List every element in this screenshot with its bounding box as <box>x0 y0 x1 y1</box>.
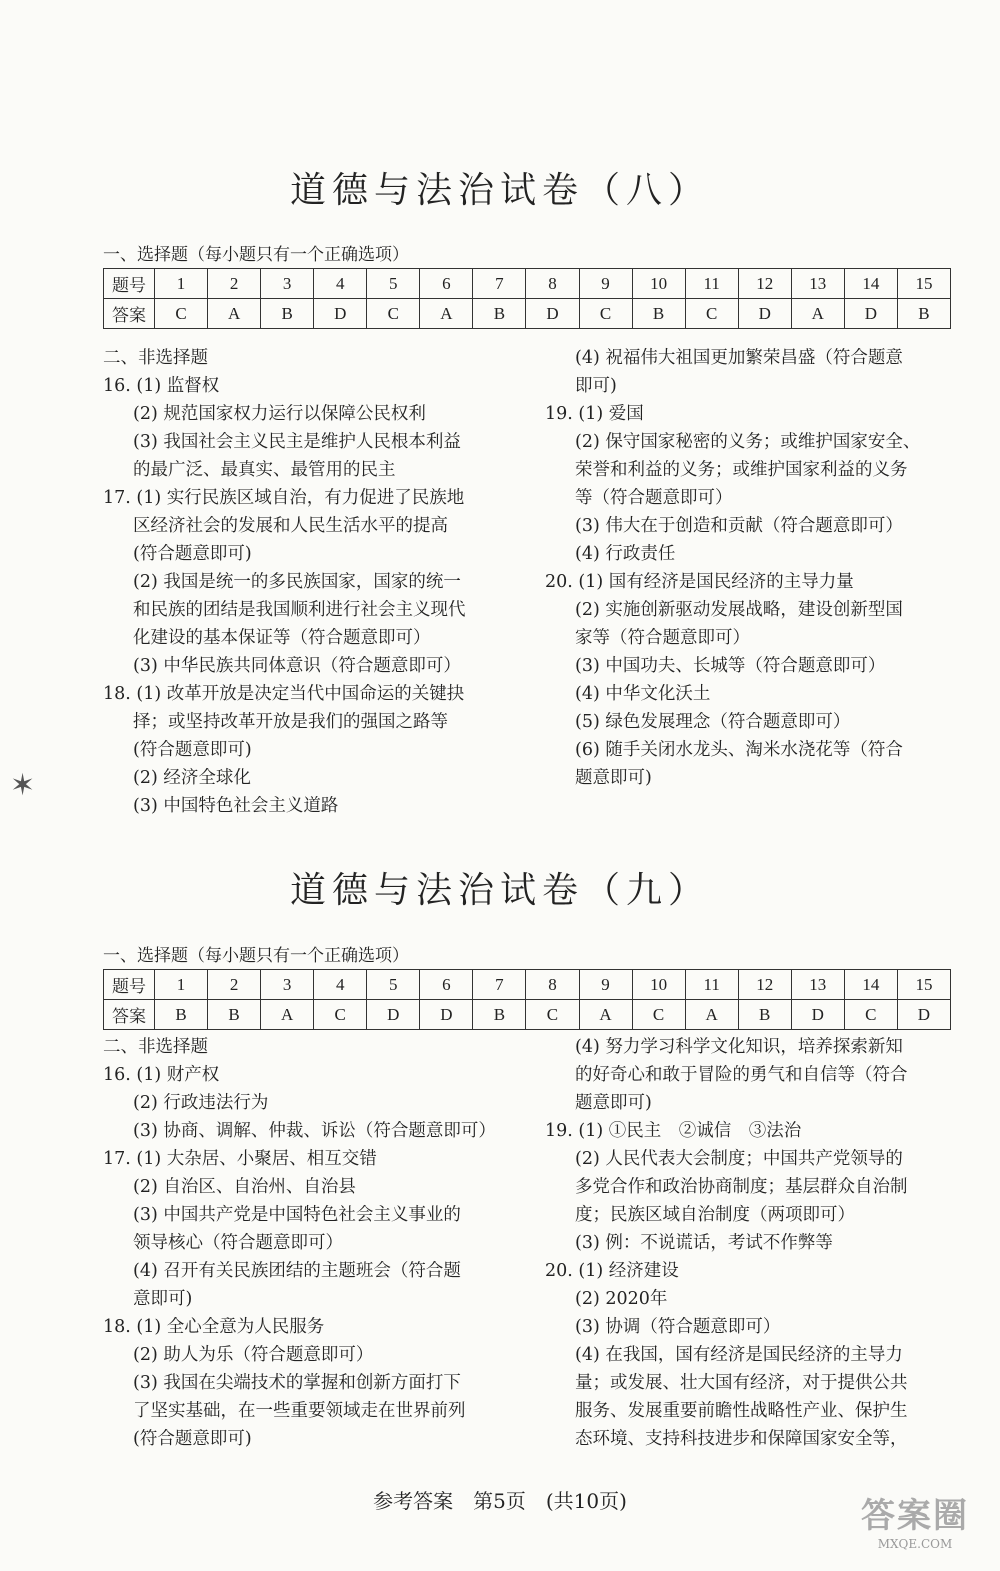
answer-cell: B <box>632 299 685 329</box>
number-cell: 9 <box>579 970 632 1000</box>
exam8-answer-row <box>104 299 951 329</box>
answer-line: 家等（符合题意即可） <box>575 628 750 648</box>
number-cell: 3 <box>261 970 314 1000</box>
exam8-answer-table <box>103 268 951 329</box>
number-cell: 9 <box>579 269 632 299</box>
exam9-number-row <box>104 970 951 1000</box>
answer-line: 区经济社会的发展和人民生活水平的提高 <box>133 516 448 536</box>
answer-cell: B <box>208 1000 261 1030</box>
exam8-number-row <box>104 269 951 299</box>
answer-line: 化建设的基本保证等（符合题意即可） <box>133 628 431 648</box>
answer-line: 20. (1) 国有经济是国民经济的主导力量 <box>545 572 854 592</box>
number-cell: 3 <box>261 269 314 299</box>
number-cell: 1 <box>155 970 208 1000</box>
answer-line: 态环境、支持科技进步和保障国家安全等， <box>575 1429 908 1449</box>
answer-line: (3) 中国功夫、长城等（符合题意即可） <box>575 656 886 676</box>
answer-line: 题意即可) <box>575 768 652 788</box>
answer-line: 的好奇心和敢于冒险的勇气和自信等（符合 <box>575 1065 908 1085</box>
answer-line: (6) 随手关闭水龙头、淘米水浇花等（符合 <box>575 740 903 760</box>
answer-line: (3) 协调（符合题意即可） <box>575 1317 781 1337</box>
watermark-top: 答案圈 <box>861 1496 969 1536</box>
answer-line: 了坚实基础，在一些重要领域走在世界前列 <box>133 1401 466 1421</box>
answer-cell: D <box>791 1000 844 1030</box>
number-cell: 10 <box>632 970 685 1000</box>
answer-line: 19. (1) ①民主 ②诚信 ③法治 <box>545 1121 802 1141</box>
answer-line: (3) 中国共产党是中国特色社会主义事业的 <box>133 1205 461 1225</box>
answer-cell: C <box>579 299 632 329</box>
answer-line: (符合题意即可) <box>133 544 252 564</box>
number-cell: 8 <box>526 970 579 1000</box>
exam8-title: 道德与法治试卷（八） <box>289 170 710 211</box>
answer-line: 16. (1) 财产权 <box>103 1065 220 1085</box>
answer-cell: A <box>579 1000 632 1030</box>
answer-cell: D <box>526 299 579 329</box>
answer-line: 二、非选择题 <box>103 348 208 368</box>
number-cell: 7 <box>473 269 526 299</box>
answer-line: 二、非选择题 <box>103 1037 208 1057</box>
number-cell: 12 <box>738 269 791 299</box>
answer-line: (4) 召开有关民族团结的主题班会（符合题 <box>133 1261 461 1281</box>
answer-line: 题意即可) <box>575 1093 652 1113</box>
number-cell: 11 <box>685 970 738 1000</box>
answer-line: (符合题意即可) <box>133 1429 252 1449</box>
answer-line: (3) 中华民族共同体意识（符合题意即可） <box>133 656 461 676</box>
answer-line: 即可) <box>575 376 617 396</box>
exam9-right-column <box>545 1033 955 1453</box>
answer-line: 意即可) <box>133 1289 193 1309</box>
answer-cell: D <box>314 299 367 329</box>
answer-cell: D <box>367 1000 420 1030</box>
answer-cell: D <box>897 1000 950 1030</box>
answer-line: 度；民族区域自治制度（两项即可） <box>575 1205 855 1225</box>
answer-line: (4) 努力学习科学文化知识，培养探索新知 <box>575 1037 903 1057</box>
exam8-left-column <box>103 344 513 820</box>
answer-line: 等（符合题意即可） <box>575 488 733 508</box>
answer-cell: C <box>632 1000 685 1030</box>
answer-line: (3) 协商、调解、仲裁、诉讼（符合题意即可） <box>133 1121 496 1141</box>
table-header-cell: 答案 <box>104 1000 155 1030</box>
answer-cell: D <box>420 1000 473 1030</box>
watermark-bottom: MXQE.COM <box>877 1537 953 1551</box>
number-cell: 13 <box>791 269 844 299</box>
answer-line: (4) 中华文化沃土 <box>575 684 711 704</box>
number-cell: 2 <box>208 269 261 299</box>
number-cell: 10 <box>632 269 685 299</box>
number-cell: 6 <box>420 970 473 1000</box>
answer-line: (4) 祝福伟大祖国更加繁荣昌盛（符合题意 <box>575 348 903 368</box>
answer-line: (符合题意即可) <box>133 740 252 760</box>
answer-cell: A <box>685 1000 738 1030</box>
answer-cell: D <box>844 299 897 329</box>
answer-cell: C <box>685 299 738 329</box>
answer-cell: C <box>367 299 420 329</box>
exam9-answer-table <box>103 969 951 1030</box>
answer-line: 17. (1) 大杂居、小聚居、相互交错 <box>103 1149 377 1169</box>
answer-line: 18. (1) 全心全意为人民服务 <box>103 1317 325 1337</box>
exam9-left-column <box>103 1033 513 1453</box>
number-cell: 13 <box>791 970 844 1000</box>
answer-cell: B <box>155 1000 208 1030</box>
answer-line: (3) 我国在尖端技术的掌握和创新方面打下 <box>133 1373 461 1393</box>
answer-cell: A <box>791 299 844 329</box>
answer-line: (2) 我国是统一的多民族国家，国家的统一 <box>133 572 461 592</box>
number-cell: 7 <box>473 970 526 1000</box>
answer-line: 16. (1) 监督权 <box>103 376 220 396</box>
answer-line: 择；或坚持改革开放是我们的强国之路等 <box>133 712 448 732</box>
answer-line: (2) 经济全球化 <box>133 768 251 788</box>
number-cell: 15 <box>897 970 950 1000</box>
answer-line: (5) 绿色发展理念（符合题意即可） <box>575 712 851 732</box>
answer-line: 17. (1) 实行民族区域自治，有力促进了民族地 <box>103 488 465 508</box>
page-footer: 参考答案 第5页 (共10页) <box>373 1489 627 1513</box>
answer-line: (2) 人民代表大会制度；中国共产党领导的 <box>575 1149 903 1169</box>
number-cell: 2 <box>208 970 261 1000</box>
number-cell: 5 <box>367 269 420 299</box>
exam8-right-column <box>545 344 955 792</box>
answer-line: (2) 规范国家权力运行以保障公民权利 <box>133 404 426 424</box>
number-cell: 14 <box>844 269 897 299</box>
answer-cell: B <box>738 1000 791 1030</box>
exam9-answer-row <box>104 1000 951 1030</box>
answer-line: 和民族的团结是我国顺利进行社会主义现代 <box>133 600 466 620</box>
answer-line: (2) 保守国家秘密的义务；或维护国家安全、 <box>575 432 921 452</box>
answer-line: (2) 助人为乐（符合题意即可） <box>133 1345 374 1365</box>
answer-line: 18. (1) 改革开放是决定当代中国命运的关键抉 <box>103 684 465 704</box>
answer-line: 服务、发展重要前瞻性战略性产业、保护生 <box>575 1401 908 1421</box>
number-cell: 1 <box>155 269 208 299</box>
answer-line: 量；或发展、壮大国有经济，对于提供公共 <box>575 1373 908 1393</box>
number-cell: 15 <box>897 269 950 299</box>
table-header-cell: 题号 <box>104 970 155 1000</box>
answer-line: (2) 自治区、自治州、自治县 <box>133 1177 356 1197</box>
answer-line: 荣誉和利益的义务；或维护国家利益的义务 <box>575 460 908 480</box>
number-cell: 11 <box>685 269 738 299</box>
answer-cell: B <box>473 299 526 329</box>
answer-cell: B <box>897 299 950 329</box>
answer-cell: C <box>314 1000 367 1030</box>
answer-cell: D <box>738 299 791 329</box>
star-icon: ✶ <box>10 768 36 803</box>
answer-line: (3) 伟大在于创造和贡献（符合题意即可） <box>575 516 903 536</box>
number-cell: 14 <box>844 970 897 1000</box>
answer-line: (4) 在我国，国有经济是国民经济的主导力 <box>575 1345 903 1365</box>
answer-line: (3) 例：不说谎话，考试不作弊等 <box>575 1233 833 1253</box>
answer-line: 领导核心（符合题意即可） <box>133 1233 343 1253</box>
answer-line: 19. (1) 爱国 <box>545 404 644 424</box>
exam9-mc-label: 一、选择题（每小题只有一个正确选项） <box>103 946 409 966</box>
answer-line: (2) 行政违法行为 <box>133 1093 269 1113</box>
table-header-cell: 题号 <box>104 269 155 299</box>
answer-line: (3) 我国社会主义民主是维护人民根本利益 <box>133 432 461 452</box>
answer-cell: B <box>261 299 314 329</box>
answer-line: (4) 行政责任 <box>575 544 676 564</box>
table-header-cell: 答案 <box>104 299 155 329</box>
answer-line: 20. (1) 经济建设 <box>545 1261 679 1281</box>
answer-line: (2) 2020年 <box>575 1289 668 1309</box>
number-cell: 5 <box>367 970 420 1000</box>
answer-cell: C <box>155 299 208 329</box>
answer-line: 的最广泛、最真实、最管用的民主 <box>133 460 396 480</box>
answer-line: (3) 中国特色社会主义道路 <box>133 796 339 816</box>
answer-cell: C <box>526 1000 579 1030</box>
number-cell: 12 <box>738 970 791 1000</box>
watermark-logo <box>840 1488 990 1563</box>
answer-cell: A <box>420 299 473 329</box>
number-cell: 4 <box>314 269 367 299</box>
answer-line: 多党合作和政治协商制度；基层群众自治制 <box>575 1177 908 1197</box>
exam8-mc-label: 一、选择题（每小题只有一个正确选项） <box>103 245 409 265</box>
answer-cell: A <box>208 299 261 329</box>
answer-cell: B <box>473 1000 526 1030</box>
answer-cell: C <box>844 1000 897 1030</box>
answer-cell: A <box>261 1000 314 1030</box>
answer-line: (2) 实施创新驱动发展战略，建设创新型国 <box>575 600 903 620</box>
number-cell: 4 <box>314 970 367 1000</box>
number-cell: 6 <box>420 269 473 299</box>
number-cell: 8 <box>526 269 579 299</box>
exam9-title: 道德与法治试卷（九） <box>289 870 710 911</box>
